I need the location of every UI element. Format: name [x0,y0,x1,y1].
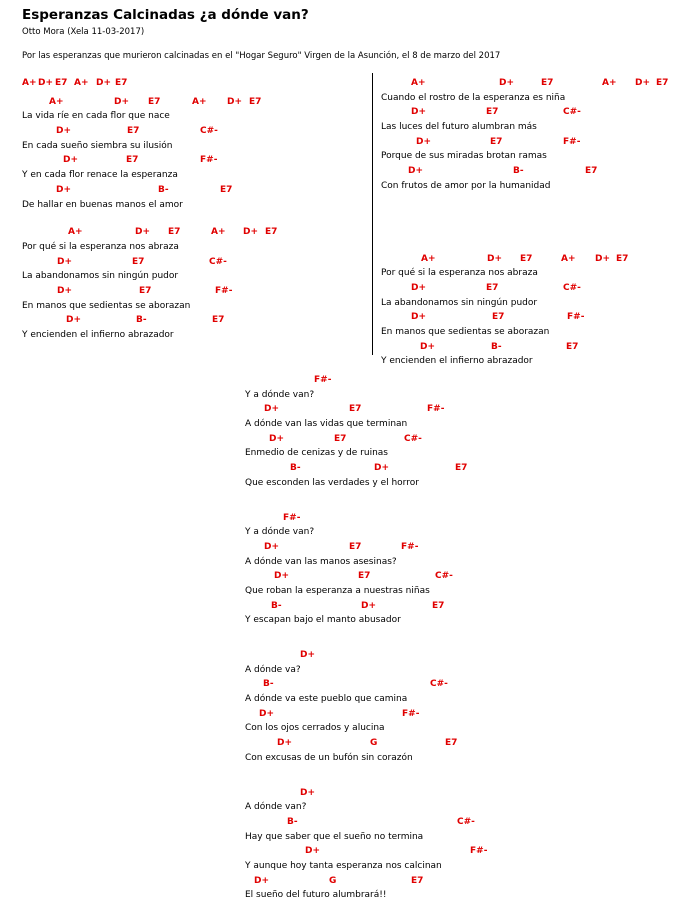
lyric-line: A dónde van las manos asesinas? [245,556,397,567]
chord-line [245,815,545,830]
chord: F#- [470,846,488,857]
lyric-line: Con los ojos cerrados y alucina [245,723,385,734]
chord: B- [491,341,502,352]
chord: E7 [486,282,499,293]
chord: E7 [265,227,278,238]
lyric-line: Y a dónde van? [245,527,315,538]
chord: D+ [57,285,73,296]
chord-line [381,105,691,120]
chord: A+ [49,96,64,107]
chord-line [22,153,362,168]
chord: D+ [264,404,280,415]
stanza [245,786,545,904]
chord: C#- [457,816,475,827]
chord: E7 [585,166,598,177]
chord-line [381,76,691,91]
chord: E7 [349,541,362,552]
chord: C#- [563,282,581,293]
chord: D+ [38,78,54,88]
chord: C#- [435,571,453,582]
chord-line [381,310,691,325]
chord: D+ [274,571,290,582]
chord: F#- [567,312,585,323]
chord: E7 [541,78,554,88]
chord-line [245,569,545,584]
lyric-line: Y en cada flor renace la esperanza [22,170,178,181]
intro-chord-line [22,76,362,91]
chord-line [245,648,545,663]
chord: B- [271,600,282,611]
chord: D+ [499,78,515,88]
stanza [245,511,545,629]
lyric-line: Hay que saber que el sueño no termina [245,831,424,842]
lyric-line: Con excusas de un bufón sin corazón [245,752,413,763]
chord: C#- [209,256,227,267]
center-column [245,373,545,916]
chord: A+ [211,227,226,238]
lyric-line: A dónde van las vidas que terminan [245,419,408,430]
lyric-line: En cada sueño siembra su ilusión [22,140,173,151]
stanza [245,648,545,766]
chord-line [381,164,691,179]
chord: D+ [243,227,259,238]
lyric-line: A dónde va este pueblo que camina [245,694,408,705]
chord: F#- [314,375,332,385]
stanza [22,225,362,343]
chord-line [22,255,362,270]
chord-line [245,511,545,526]
lyric-line: Las luces del futuro alumbran más [381,122,537,133]
chord: D+ [374,463,390,474]
chord-line [245,844,545,859]
chord-line [245,461,545,476]
stanza [22,95,362,213]
chord: C#- [563,107,581,118]
lyric-line: Enmedio de cenizas y de ruinas [245,448,388,459]
chord: D+ [264,541,280,552]
stanza [245,373,545,491]
chord: E7 [486,107,499,118]
chord: E7 [520,253,533,264]
chord: E7 [168,227,181,238]
chord: D+ [300,787,316,798]
chord: D+ [259,708,275,719]
song-author: Otto Mora (Xela 11-03-2017) [22,27,145,37]
chord: D+ [56,126,72,137]
chord-line [245,677,545,692]
stanza [381,76,691,194]
lyric-line: La abandonamos sin ningún pudor [22,271,179,282]
chord: D+ [254,875,270,886]
chord: B- [136,315,147,326]
chord: A+ [411,78,426,88]
chord-line [245,736,545,751]
chord: D+ [135,227,151,238]
chord: D+ [411,282,427,293]
chord: F#- [427,404,445,415]
lyric-line: El sueño del futuro alumbrará!! [245,890,387,901]
chord: G [329,875,337,886]
chord: E7 [334,433,347,444]
chord: E7 [455,463,468,474]
chord: E7 [566,341,579,352]
lyric-line: Que roban la esperanza a nuestras niñas [245,585,430,596]
chord: B- [290,463,301,474]
lyric-line: Y encienden el infierno abrazador [381,356,533,367]
chord: E7 [616,253,629,264]
chord-line [245,874,545,889]
chord: B- [513,166,524,177]
chord: B- [158,184,169,195]
lyric-line: En manos que sedientas se aborazan [22,300,191,311]
chord-line [22,284,362,299]
lyric-line: Cuando el rostro de la esperanza es niña [381,92,566,103]
chord: F#- [401,541,419,552]
chord: E7 [115,78,128,88]
chord: E7 [132,256,145,267]
chord: F#- [402,708,420,719]
chord: D+ [361,600,377,611]
chord: E7 [249,96,262,107]
chord: F#- [200,155,218,166]
chord-line [245,786,545,801]
chord: E7 [212,315,225,326]
chord: B- [287,816,298,827]
chord: D+ [595,253,611,264]
chord-line [22,124,362,139]
chord: D+ [57,256,73,267]
chord-line [381,135,691,150]
chord: B- [263,679,274,690]
chord: A+ [561,253,576,264]
chord: E7 [349,404,362,415]
chord: E7 [127,126,140,137]
chord-line [245,402,545,417]
left-column [22,76,362,356]
chord: E7 [490,136,503,147]
chord: D+ [227,96,243,107]
chord: A+ [192,96,207,107]
right-column [381,76,691,382]
lyric-line: Con frutos de amor por la humanidad [381,180,551,191]
chord: G [370,738,378,749]
chord: E7 [656,78,669,88]
chord: C#- [200,126,218,137]
chord: F#- [215,285,233,296]
chord: D+ [408,166,424,177]
chord: C#- [430,679,448,690]
lyric-line: La vida ríe en cada flor que nace [22,111,170,122]
chord: E7 [411,875,424,886]
chord: E7 [432,600,445,611]
chord: A+ [74,78,89,88]
chord: A+ [421,253,436,264]
lyric-line: Y encienden el infierno abrazador [22,330,174,340]
chord: D+ [416,136,432,147]
chord: D+ [420,341,436,352]
lyric-line: Y escapan bajo el manto abusador [245,615,401,626]
chord: E7 [358,571,371,582]
chord: D+ [300,650,316,660]
chord: E7 [220,184,233,195]
chord-line [245,373,545,388]
chord-line [22,313,362,328]
chord: F#- [283,512,301,523]
chord: D+ [277,738,293,749]
chord: D+ [411,312,427,323]
lyric-line: En manos que sedientas se aborazan [381,326,550,337]
chord: E7 [139,285,152,296]
chord: D+ [66,315,82,326]
chord-line [245,540,545,555]
column-divider [372,73,373,355]
chord: D+ [635,78,651,88]
chord: D+ [487,253,503,264]
chord: D+ [114,96,130,107]
lyric-line: Por qué si la esperanza nos abraza [381,268,538,279]
chord: E7 [148,96,161,107]
chord: E7 [126,155,139,166]
chord-line [381,281,691,296]
chord: D+ [411,107,427,118]
song-title: Esperanzas Calcinadas ¿a dónde van? [22,7,309,23]
chord: D+ [269,433,285,444]
song-dedication: Por las esperanzas que murieron calcinadas en el "Hogar Seguro" Virgen de la Asunción, el 8 de marzo del 2017 [22,51,501,61]
chord-line [22,225,362,240]
chord-line [245,599,545,614]
lyric-line: A dónde van? [245,802,307,813]
chord: A+ [602,78,617,88]
chord: E7 [445,738,458,749]
lyric-line: Porque de sus miradas brotan ramas [381,151,547,162]
lyric-line: A dónde va? [245,664,301,675]
lyric-line: Y aunque hoy tanta esperanza nos calcinan [245,860,442,871]
chord: A+ [68,227,83,238]
chord-line [22,95,362,110]
lyric-line: Por qué si la esperanza nos abraza [22,241,179,252]
stanza [381,252,691,370]
chord: E7 [55,78,68,88]
lyric-line: Y a dónde van? [245,389,315,400]
chord-line [245,432,545,447]
chord: D+ [56,184,72,195]
chord: E7 [492,312,505,323]
lyric-line: Que esconden las verdades y el horror [245,477,419,488]
chord: D+ [96,78,112,88]
chord-line [381,340,691,355]
chord-line [381,252,691,267]
chord: A+ [22,78,37,88]
chord: D+ [305,846,321,857]
chord: F#- [563,136,581,147]
chord-line [22,183,362,198]
lyric-line: De hallar en buenas manos el amor [22,199,183,210]
lyric-line: La abandonamos sin ningún pudor [381,297,538,308]
chord: D+ [63,155,79,166]
chord: C#- [404,433,422,444]
chord-line [245,707,545,722]
